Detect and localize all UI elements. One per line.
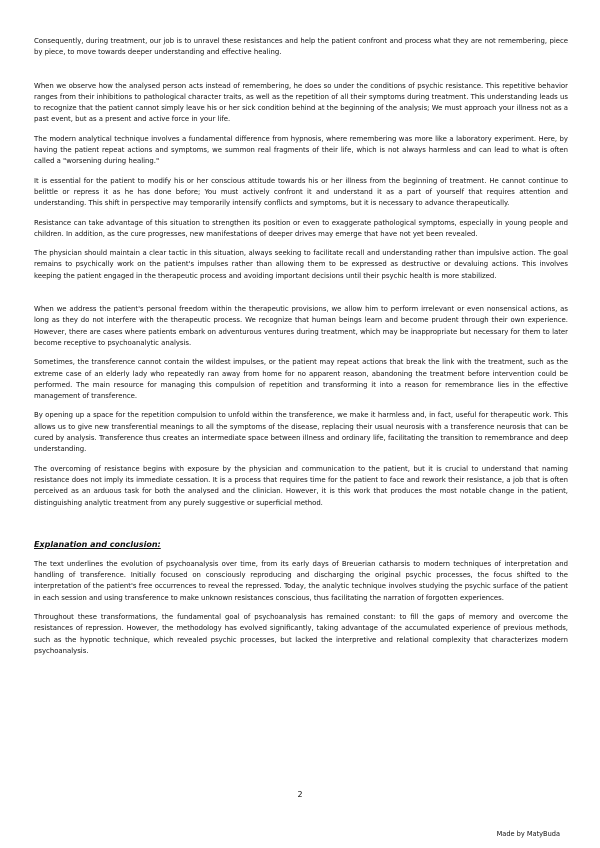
paragraph: Sometimes, the transference cannot contain the wildest impulses, or the patient may repeat actions that break the link with the treatment, such as the extreme case of an elderly lady who repeatedly ran away from home for no apparent reason, abandoning the treatment before intervention could be performed. The main resource for managing this compulsion of repetition and transforming it into a reason for remembrance lies in the effective management of transference. <box>34 358 568 401</box>
paragraph: The overcoming of resistance begins with exposure by the physician and communication to the patient, but it is crucial to understand that naming resistance does not imply its immediate cessation. It is a process that requires time for the patient to face and rework their resistance, a job that is often perceived as an arduous task for both the analysed and the clinician. However, it is this work that produces the most notable change in the patient, distinguishing analytic treatment from any purely suggestive or superficial method. <box>34 464 568 507</box>
paragraph: The modern analytical technique involves a fundamental difference from hypnosis, where remembering was more like a laboratory experiment. Here, by having the patient repeat actions and symptoms, we summon real fragments of their life, which is not always harmless and can lead to what is often called a "worsening during healing." <box>34 134 568 166</box>
paragraph: Consequently, during treatment, our job is to unravel these resistances and help the patient confront and process what they are not remembering, piece by piece, to move towards deeper understanding and effective healing. <box>34 37 568 57</box>
paragraph: By opening up a space for the repetition compulsion to unfold within the transference, we make it harmless and, in fact, useful for therapeutic work. This allows us to give new transferential meanings to all the symptoms of the disease, replacing their usual neurosis with a transference neurosis that can be cured by analysis. Transference thus creates an intermediate space between illness and ordinary life, facilitating the transition to remembrance and deep understanding. <box>34 411 568 454</box>
paragraph: When we address the patient's personal freedom within the therapeutic provisions, we allow him to perform irrelevant or even nonsensical actions, as long as they do not interfere with the therapeutic process. We recognize that human beings learn and become prudent through their own experience. However, there are cases where patients embark on adventurous ventures during treatment, which may be inappropriate but necessary for them to later become receptive to psychoanalytic analysis. <box>34 305 568 347</box>
document-body <box>34 36 568 665</box>
paragraph: Throughout these transformations, the fundamental goal of psychoanalysis has remained constant: to fill the gaps of memory and overcome the resistances of repression. However, the methodology has evolved significantly, taking advantage of the accumulated experience of previous methods, such as the hypnotic technique, which revealed psychic processes, but lacked the interpretive and relational complexity that characterizes modern psychoanalysis. <box>34 612 568 655</box>
paragraph: The physician should maintain a clear tactic in this situation, always seeking to facilitate recall and understanding rather than impulsive action. The goal remains to psychically work on the patient's impulses rather than allowing them to be expressed as destructive or devaluing actions. This involves keeping the patient engaged in the therapeutic process and avoiding important decisions until their psychic health is more stabilized. <box>34 249 568 280</box>
paragraph: The text underlines the evolution of psychoanalysis over time, from its early days of Breuerian catharsis to modern techniques of interpretation and handling of transference. Initially focused on consciously reproducing and discharging the original psychic processes, the focus shifted to the interpretation of the patient's free occurrences to reveal the repressed. Today, the analytic technique involves studying the psychic surface of the patient in each session and using transference to make unknown resistances conscious, thus facilitating the narration of forgotten experiences. <box>34 559 568 602</box>
conclusion-heading: Explanation and conclusion: <box>34 539 161 549</box>
author-credit: Made by MatyBuda <box>496 830 560 838</box>
paragraph: When we observe how the analysed person acts instead of remembering, he does so under the conditions of psychic resistance. This repetitive behavior ranges from their inhibitions to pathological character traits, as well as the repetition of all their symptoms during treatment. This understanding leads us to recognize that the patient cannot simply leave his or her sick condition behind at the beginning of the analysis; We must approach your illness not as a past event, but as a present and active force in your life. <box>34 81 568 124</box>
paragraph: It is essential for the patient to modify his or her conscious attitude towards his or her illness from the beginning of treatment. He cannot continue to belittle or repress it as he has done before; You must actively confront it and understand it as a part of yourself that requires attention and understanding. This shift in perspective may temporarily intensify conflicts and symptoms, but it is necessary to advance therapeutically. <box>34 176 568 208</box>
paragraph: Resistance can take advantage of this situation to strengthen its position or even to exaggerate pathological symptoms, especially in young people and children. In addition, as the cure progresses, new manifestations of deeper drives may emerge that have not yet been revealed. <box>34 218 568 238</box>
page-number: 2 <box>297 790 303 799</box>
